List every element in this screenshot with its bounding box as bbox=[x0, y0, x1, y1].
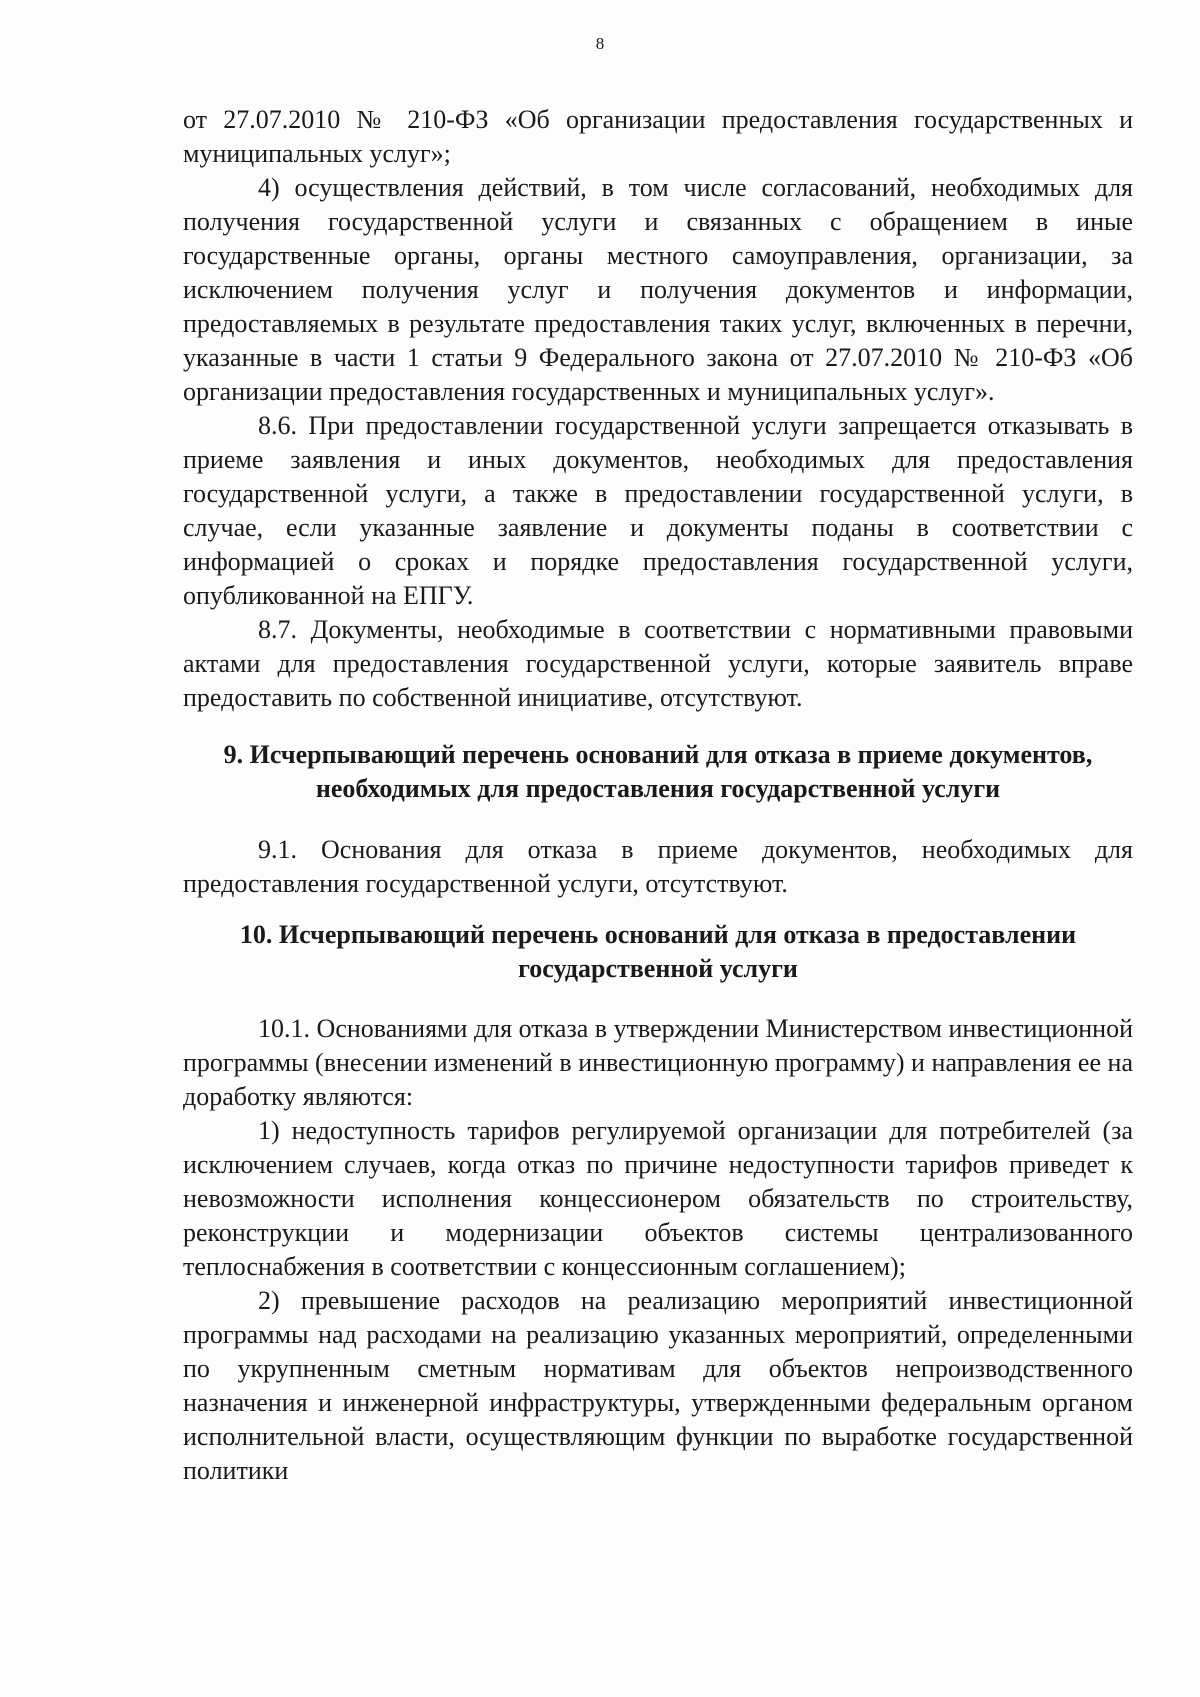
paragraph-8-7: 8.7. Документы, необходимые в соответствии с нормативными правовыми актами для предоставления государственной услуги, которые заявитель вправе предоставить по собственной инициативе, отсутствуют. bbox=[183, 615, 1133, 712]
section-10-heading: 10. Исчерпывающий перечень оснований для отказа в предоставлении государственной услуги bbox=[239, 920, 1077, 983]
section-9-heading: 9. Исчерпывающий перечень оснований для отказа в приеме документов, необходимых для предоставления государственной услуги bbox=[223, 740, 1093, 803]
paragraph-10-1-item-2: 2) превышение расходов на реализацию мероприятий инвестиционной программы над расходами на реализацию указанных мероприятий, определенными по укрупненным сметным нормативам для объектов непроизводственного назначения и инженерной инфраструктуры, утвержденными федеральным органом исполнительной власти, осуществляющим функции по выработке государственной политики bbox=[183, 1286, 1133, 1485]
paragraph-continuation: от 27.07.2010 № 210-ФЗ «Об организации предоставления государственных и муниципальных услуг»; bbox=[183, 105, 1133, 168]
paragraph-8-6: 8.6. При предоставлении государственной услуги запрещается отказывать в приеме заявления и иных документов, необходимых для предоставления государственной услуги, а также в предоставлении государственной услуги, в случае, если указанные заявление и документы поданы в соответствии с информацией о сроках и порядке предоставления государственной услуги, опубликованной на ЕПГУ. bbox=[183, 411, 1133, 610]
body-text-block-1 bbox=[183, 103, 1133, 715]
paragraph-10-1-item-1: 1) недоступность тарифов регулируемой организации для потребителей (за исключением случаев, когда отказ по причине недоступности тарифов приведет к невозможности исполнения концессионером обязательств по строительству, реконструкции и модернизации объектов системы централизованного теплоснабжения в соответствии с концессионным соглашением); bbox=[183, 1116, 1133, 1281]
paragraph-item-4: 4) осуществления действий, в том числе согласований, необходимых для получения государственной услуги и связанных с обращением в иные государственные органы, органы местного самоуправления, организации, за исключением получения услуг и получения документов и информации, предоставляемых в результате предоставления таких услуг, включенных в перечни, указанные в части 1 статьи 9 Федерального закона от 27.07.2010 № 210-ФЗ «Об организации предоставления государственных и муниципальных услуг». bbox=[183, 173, 1133, 406]
section-9-body bbox=[183, 833, 1133, 901]
page-number: 8 bbox=[595, 34, 605, 53]
paragraph-10-1: 10.1. Основаниями для отказа в утверждении Министерством инвестиционной программы (внесении изменений в инвестиционную программу) и направления ее на доработку являются: bbox=[183, 1014, 1133, 1111]
paragraph-9-1: 9.1. Основания для отказа в приеме документов, необходимых для предоставления государственной услуги, отсутствуют. bbox=[183, 835, 1133, 898]
section-10-body bbox=[183, 1012, 1133, 1488]
